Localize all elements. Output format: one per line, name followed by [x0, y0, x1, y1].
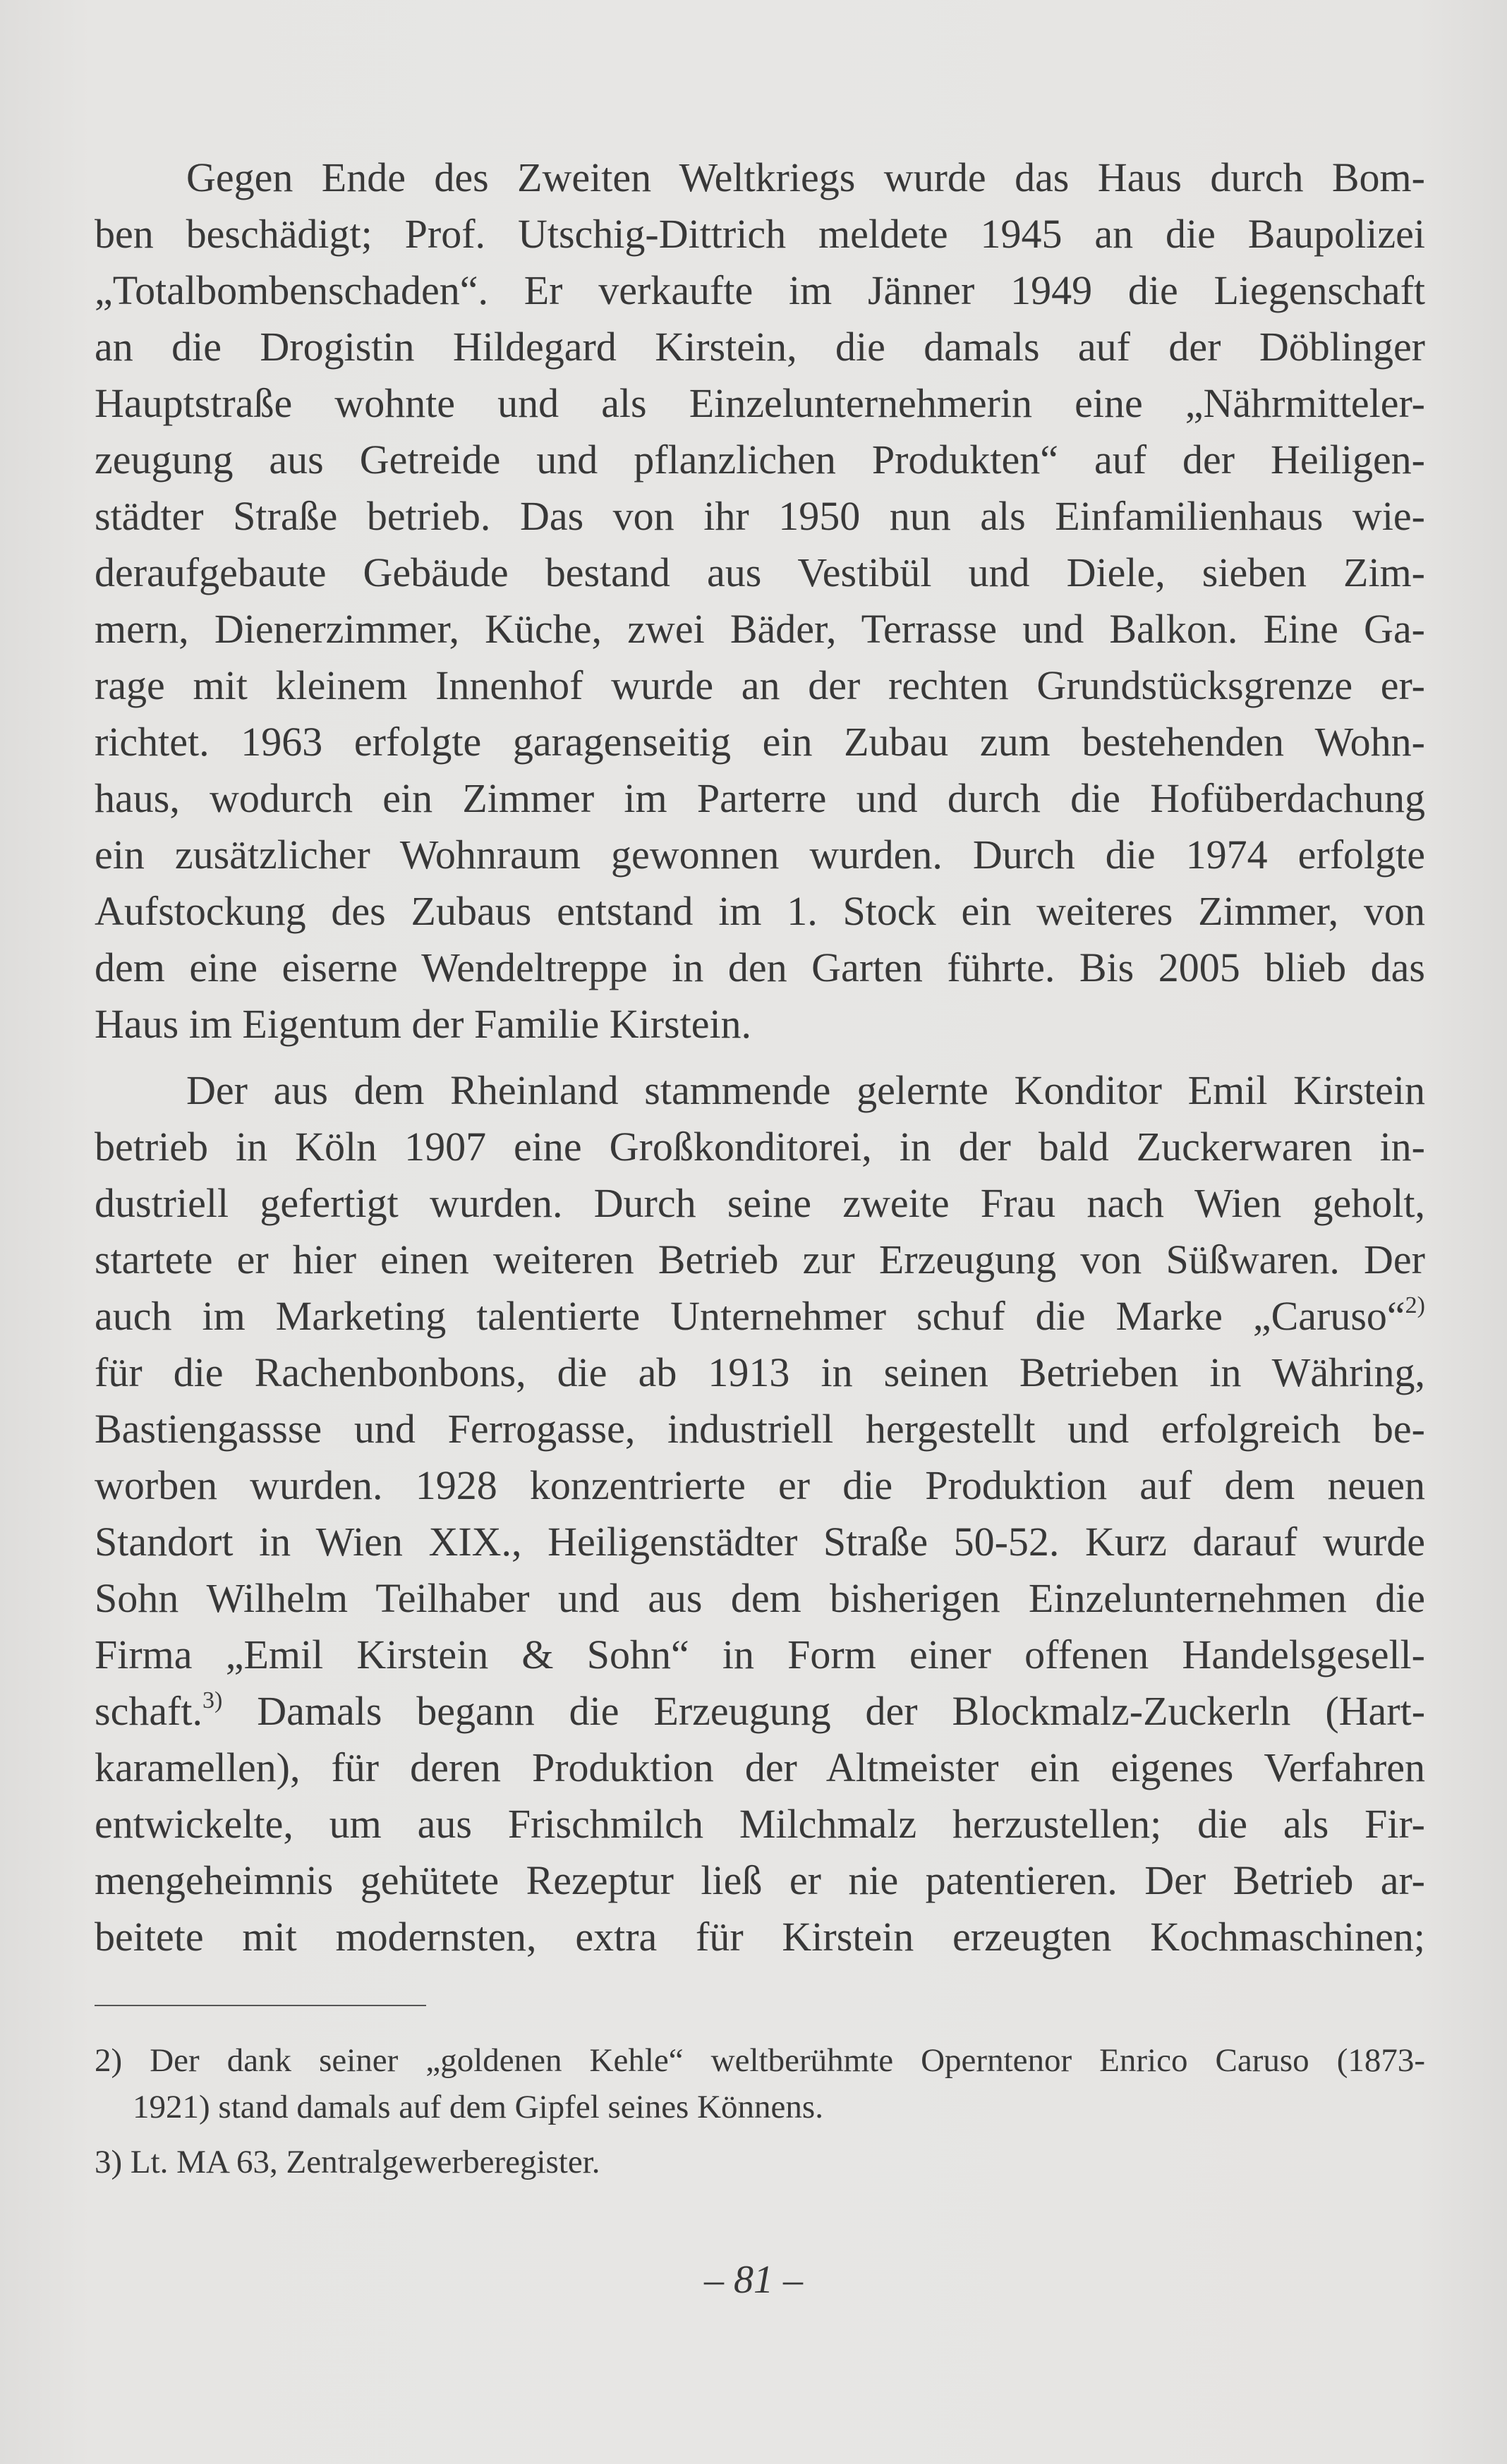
footnote: 3) Lt. MA 63, Zentralgewerberegister.: [95, 2144, 600, 2180]
text-line: startete er hier einen weiteren Betrieb zur Erzeugung von Süßwaren. Der: [95, 1237, 1425, 1282]
text-line: für die Rachenbonbons, die ab 1913 in seinen Betrieben in Währing,: [95, 1349, 1425, 1395]
footnote: 1921) stand damals auf dem Gipfel seines Könnens.: [133, 2089, 823, 2125]
text-line: haus, wodurch ein Zimmer im Parterre und durch die Hofüberdachung: [95, 775, 1425, 821]
text-line: ben beschädigt; Prof. Utschig-Dittrich meldete 1945 an die Baupolizei: [95, 211, 1425, 257]
text-line: ein zusätzlicher Wohnraum gewonnen wurden. Durch die 1974 erfolgte: [95, 832, 1425, 878]
footnote-separator: [95, 2005, 426, 2006]
text-line: betrieb in Köln 1907 eine Großkonditorei, in der bald Zuckerwaren in-: [95, 1124, 1425, 1170]
text-line: deraufgebaute Gebäude bestand aus Vestibül und Diele, sieben Zim-: [95, 550, 1425, 595]
line-text: schaft.: [95, 1688, 202, 1734]
footnote-ref: 2): [1405, 1292, 1425, 1318]
text-line: mern, Dienerzimmer, Küche, zwei Bäder, Terrasse und Balkon. Eine Ga-: [95, 606, 1425, 652]
text-line: Haus im Eigentum der Familie Kirstein.: [95, 1001, 752, 1047]
text-line: Sohn Wilhelm Teilhaber und aus dem bisherigen Einzelunternehmen die: [95, 1575, 1425, 1621]
text-line: Firma „Emil Kirstein & Sohn“ in Form einer offenen Handelsgesell-: [95, 1632, 1425, 1677]
line-text: auch im Marketing talentierte Unternehmer schuf die Marke „Caruso“: [95, 1293, 1405, 1339]
text-line: Standort in Wien XIX., Heiligenstädter Straße 50-52. Kurz darauf wurde: [95, 1519, 1425, 1565]
text-line: zeugung aus Getreide und pflanzlichen Produkten“ auf der Heiligen-: [95, 437, 1425, 483]
text-line: karamellen), für deren Produktion der Altmeister ein eigenes Verfahren: [95, 1744, 1425, 1790]
text-line: [95, 1288, 1425, 1345]
text-line: städter Straße betrieb. Das von ihr 1950 nun als Einfamilienhaus wie-: [95, 493, 1425, 539]
text-line: dustriell gefertigt wurden. Durch seine zweite Frau nach Wien geholt,: [95, 1180, 1425, 1226]
text-line: an die Drogistin Hildegard Kirstein, die damals auf der Döblinger: [95, 324, 1425, 370]
footnote: 2) Der dank seiner „goldenen Kehle“ weltberühmte Operntenor Enrico Caruso (1873-: [95, 2042, 1425, 2079]
text-line: Aufstockung des Zubaus entstand im 1. Stock ein weiteres Zimmer, von: [95, 888, 1425, 934]
text-line: beitete mit modernsten, extra für Kirstein erzeugten Kochmaschinen;: [95, 1914, 1425, 1960]
page-number: – 81 –: [704, 2258, 803, 2302]
text-line: [95, 1683, 1425, 1740]
text-line: richtet. 1963 erfolgte garagenseitig ein Zubau zum bestehenden Wohn-: [95, 719, 1425, 765]
footnote-ref: 3): [202, 1687, 223, 1713]
text-line: worben wurden. 1928 konzentrierte er die Produktion auf dem neuen: [95, 1462, 1425, 1508]
line-text: Damals begann die Erzeugung der Blockmalz-Zuckerln (Hart-: [257, 1688, 1426, 1734]
text-line: rage mit kleinem Innenhof wurde an der rechten Grundstücksgrenze er-: [95, 662, 1425, 708]
text-line: dem eine eiserne Wendeltreppe in den Garten führte. Bis 2005 blieb das: [95, 945, 1425, 990]
text-line: Bastiengassse und Ferrogasse, industriell hergestellt und erfolgreich be-: [95, 1406, 1425, 1452]
text-line: entwickelte, um aus Frischmilch Milchmalz herzustellen; die als Fir-: [95, 1801, 1425, 1847]
text-line: Hauptstraße wohnte und als Einzelunternehmerin eine „Nährmitteler-: [95, 380, 1425, 426]
text-line: „Totalbombenschaden“. Er verkaufte im Jänner 1949 die Liegenschaft: [95, 267, 1425, 313]
text-line: Gegen Ende des Zweiten Weltkriegs wurde das Haus durch Bom-: [186, 154, 1425, 200]
text-line: mengeheimnis gehütete Rezeptur ließ er nie patentieren. Der Betrieb ar-: [95, 1857, 1425, 1903]
text-line: Der aus dem Rheinland stammende gelernte Konditor Emil Kirstein: [186, 1067, 1425, 1113]
